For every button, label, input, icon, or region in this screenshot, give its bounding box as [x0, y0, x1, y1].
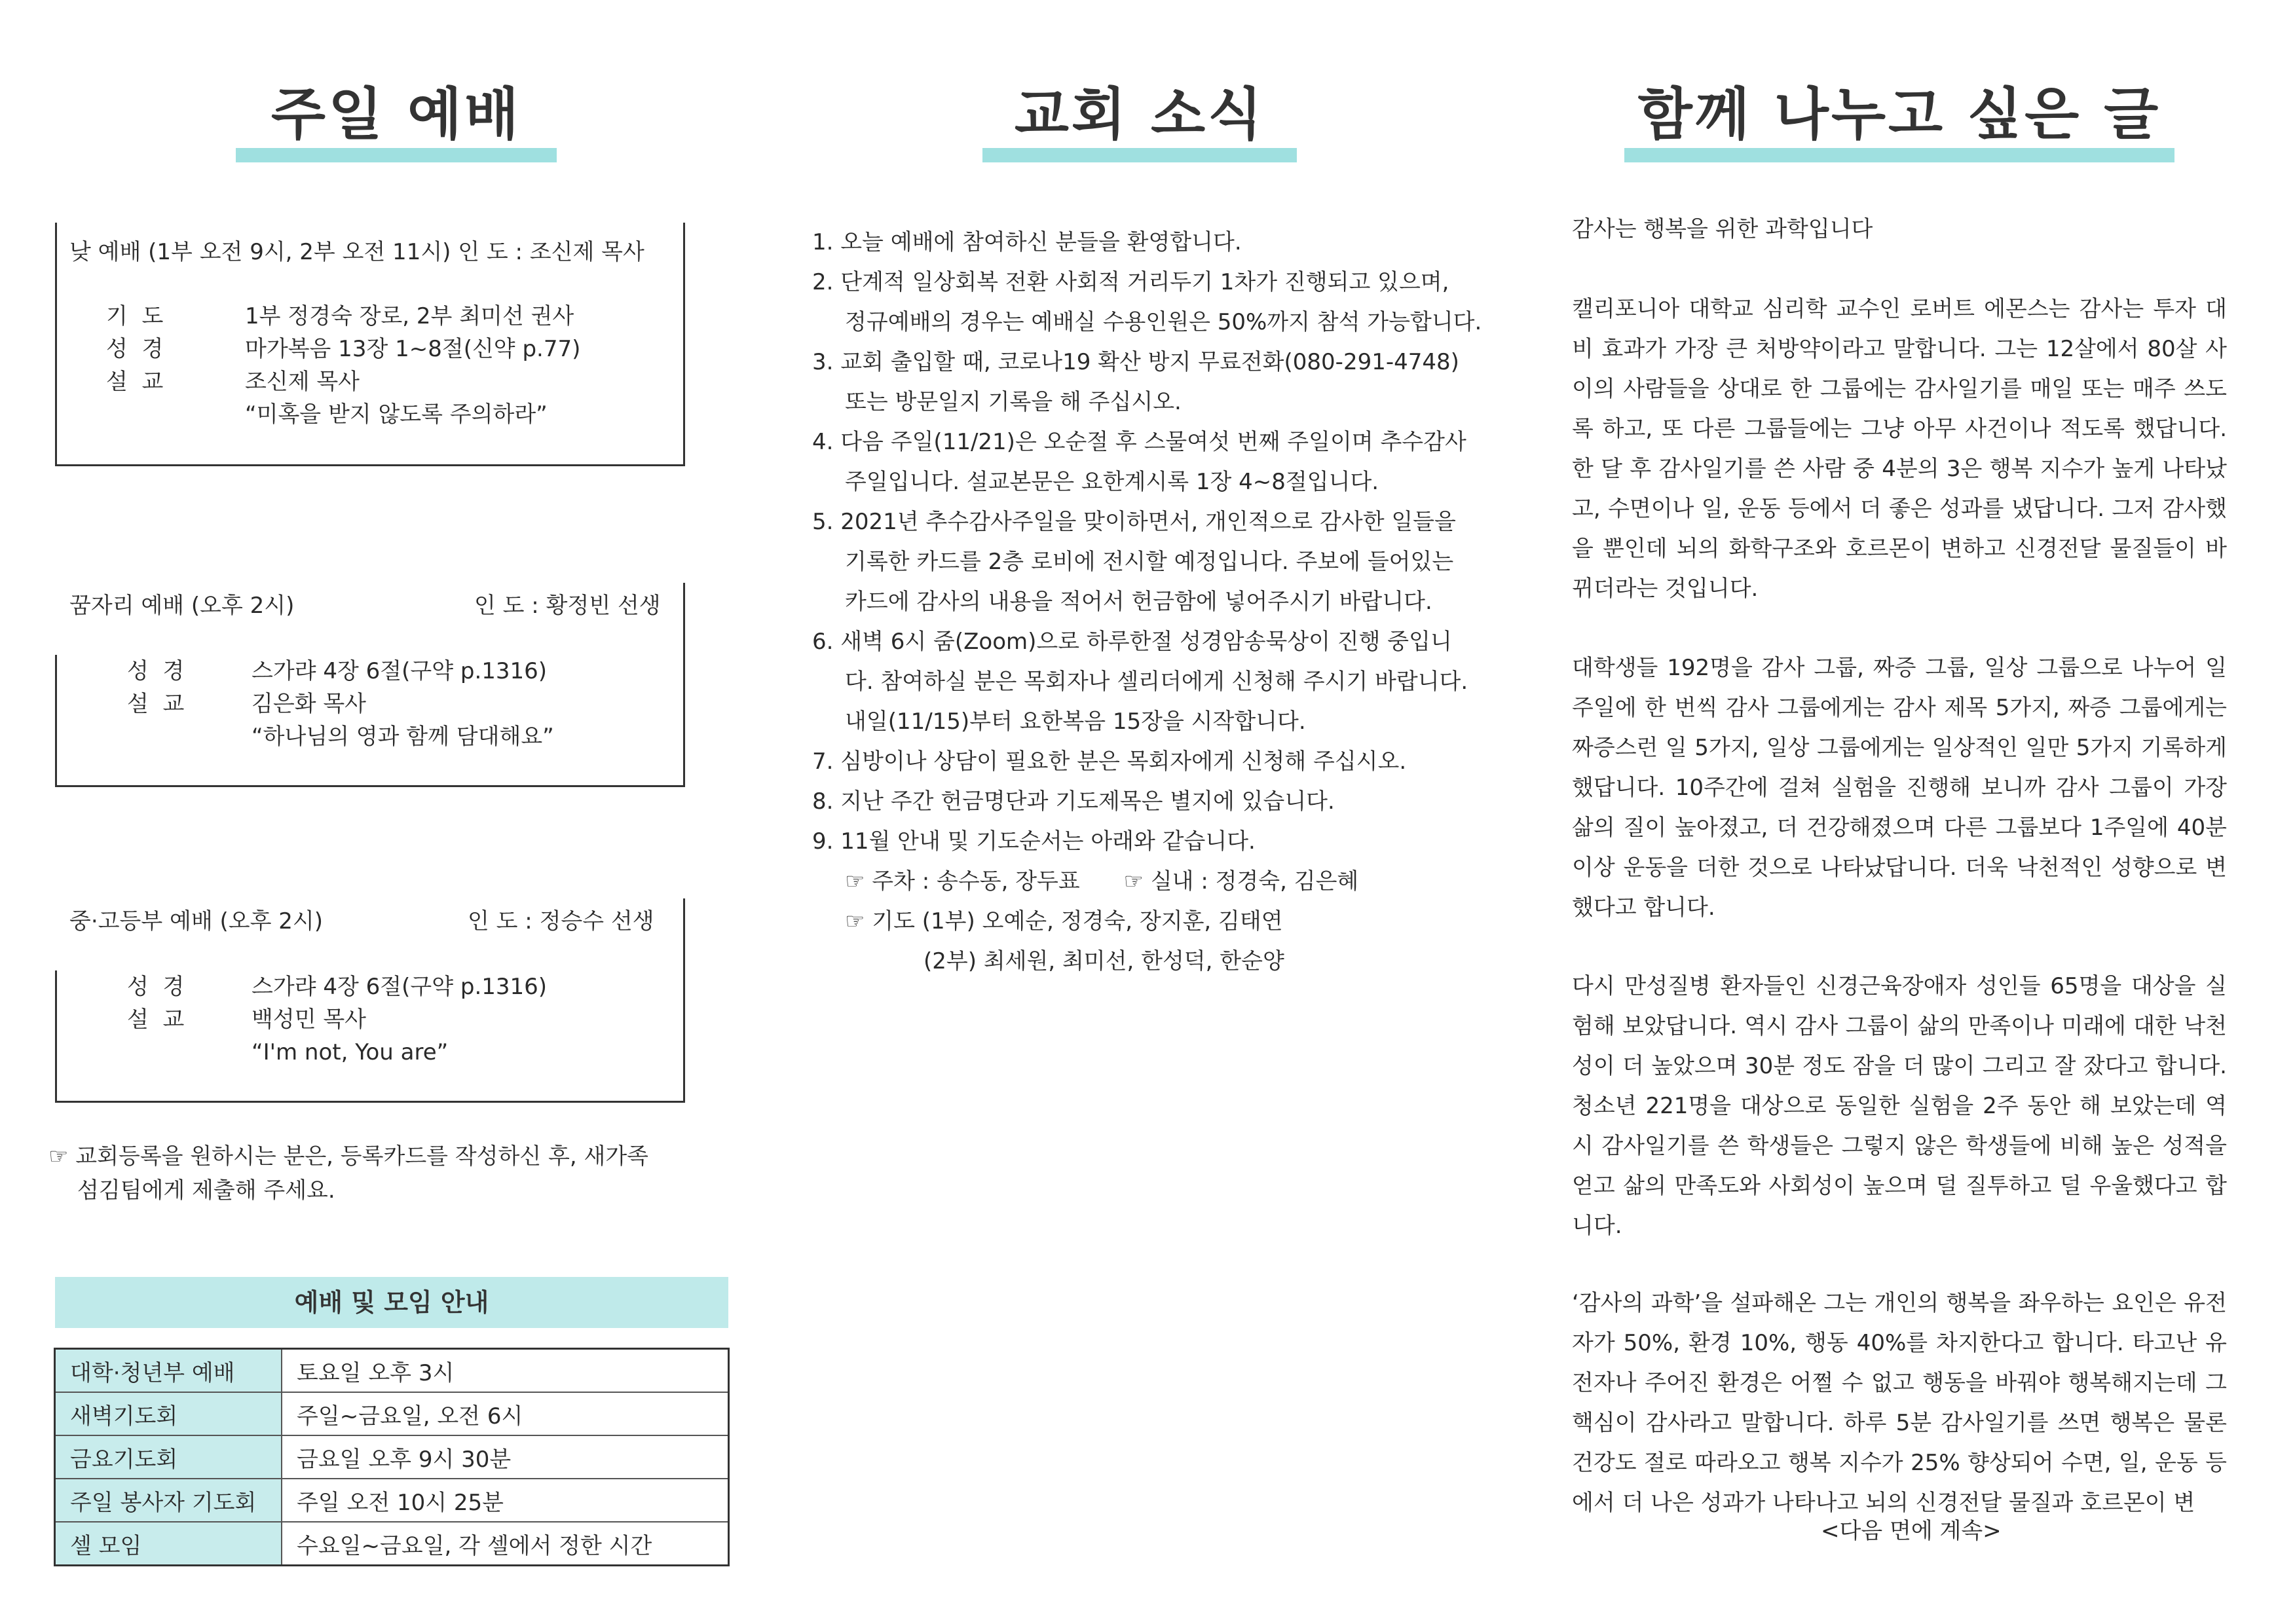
scripture-value: 스가랴 4장 6절(구약 p.1316) — [252, 658, 548, 684]
list-item: 7. 심방이나 상담이 필요한 분은 목회자에게 신청해 주십시오. — [812, 748, 1407, 775]
continued-note: <다음 면에 계속> — [1821, 1518, 2002, 1544]
list-item: 4. 다음 주일(11/21)은 오순절 후 스물여섯 번째 주일이며 추수감사 — [812, 429, 1466, 455]
youth-worship-title: 중·고등부 예배 (오후 2시) — [69, 908, 323, 934]
heading-underline — [236, 148, 557, 162]
list-item: 9. 11월 안내 및 기도순서는 아래와 같습니다. — [812, 828, 1256, 855]
scripture-label: 성 경 — [127, 974, 185, 1000]
prayer-label: 기 도 — [106, 303, 164, 329]
list-item: 1. 오늘 예배에 참여하신 분들을 환영합니다. — [812, 229, 1242, 255]
sermon-value: 조신제 목사 — [245, 369, 360, 395]
list-item: 정규예배의 경우는 예배실 수용인원은 50%까지 참석 가능합니다. — [845, 309, 1482, 335]
list-item: 5. 2021년 추수감사주일을 맞이하면서, 개인적으로 감사한 일들을 — [812, 509, 1456, 535]
table-row: 대학·청년부 예배 토요일 오후 3시 — [55, 1349, 729, 1393]
list-item: 주일입니다. 설교본문은 요한계시록 1장 4~8절입니다. — [845, 469, 1379, 495]
table-row: 셀 모임 수요일~금요일, 각 셀에서 정한 시간 — [55, 1522, 729, 1566]
scripture-value: 마가복음 13장 1~8절(신약 p.77) — [245, 336, 581, 362]
kids-worship-leader: 인 도 : 황정빈 선생 — [474, 593, 661, 619]
sermon-label: 설 교 — [106, 369, 164, 395]
sermon-value: 김은화 목사 — [252, 691, 367, 717]
scripture-label: 성 경 — [106, 336, 164, 362]
sermon-title: “미혹을 받지 않도록 주의하라” — [245, 401, 548, 428]
sharing-heading: 함께 나누고 싶은 글 — [1624, 79, 2174, 151]
sermon-title: “I'm not, You are” — [252, 1039, 449, 1065]
list-item: 3. 교회 출입할 때, 코로나19 확산 방지 무료전화(080-291-4748) — [812, 349, 1459, 375]
schedule-table — [54, 1348, 730, 1566]
table-row: 새벽기도회 주일~금요일, 오전 6시 — [55, 1392, 729, 1435]
day-worship-box — [55, 223, 685, 466]
church-news-heading: 교회 소식 — [982, 79, 1297, 151]
sermon-value: 백성민 목사 — [252, 1006, 367, 1033]
table-row: 주일 봉사자 기도회 주일 오전 10시 25분 — [55, 1479, 729, 1522]
article-title: 감사는 행복을 위한 과학입니다 — [1572, 216, 1873, 242]
schedule-title: 예배 및 모임 안내 — [55, 1277, 728, 1328]
duty-parking-indoor: ☞ 주차 : 송수동, 장두표 ☞ 실내 : 정경숙, 김은혜 — [845, 868, 1359, 895]
prayer-value: 1부 정경숙 장로, 2부 최미선 권사 — [245, 303, 574, 329]
list-item: 내일(11/15)부터 요한복음 15장을 시작합니다. — [845, 709, 1306, 735]
kids-worship-box — [55, 583, 685, 787]
article-paragraph: ‘감사의 과학’을 설파해온 그는 개인의 행복을 좌우하는 요인은 유전자가 50%, 환경 10%, 행동 40%를 차지한다고 합니다. 타고난 유전자나 주어진 환경은 어쩔 수 없고 행동을 바꿔야 행복해지는데 그 핵심이 감사라고 말합니다. 하루 5분 감사일기를 쓰면 행복은 물론 건강도 절로 따라오고 행복 지수가 25% 향상되어 수면, 일, 운동 등에서 더 나은 성과가 나타나고 뇌의 신경전달 물질과 호르몬이 변 — [1572, 1290, 2227, 1516]
list-item: 기록한 카드를 2층 로비에 전시할 예정입니다. 주보에 들어있는 — [845, 549, 1454, 575]
list-item: 2. 단계적 일상회복 전환 사회적 거리두기 1차가 진행되고 있으며, — [812, 269, 1449, 295]
article-paragraph: 다시 만성질병 환자들인 신경근육장애자 성인들 65명을 대상을 실험해 보았답니다. 역시 감사 그룹이 삶의 만족이나 미래에 대한 낙천성이 더 높았으며 30분 정도 잠을 더 많이 그리고 잘 잤다고 합니다. 청소년 221명을 대상으로 동일한 실험을 2주 동안 해 보았는데 역시 감사일기를 쓴 학생들은 그렇지 않은 학생들에 비해 높은 성적을 얻고 삶의 만족도와 사회성이 높으며 덜 질투하고 덜 우울했다고 합니다. — [1572, 973, 2227, 1239]
list-item: 또는 방문일지 기록을 해 주십시오. — [845, 389, 1182, 415]
duty-prayer-2: (2부) 최세원, 최미선, 한성덕, 한순양 — [924, 948, 1284, 974]
register-notice: ☞ 교회등록을 원하시는 분은, 등록카드를 작성하신 후, 새가족 섬김팀에게 제출해 주세요. — [48, 1143, 649, 1204]
duty-prayer-1: ☞ 기도 (1부) 오예순, 정경숙, 장지훈, 김태연 — [845, 908, 1283, 934]
sermon-label: 설 교 — [127, 1006, 185, 1033]
list-item: 카드에 감사의 내용을 적어서 헌금함에 넣어주시기 바랍니다. — [845, 589, 1432, 615]
heading-underline — [1624, 148, 2174, 162]
list-item: 6. 새벽 6시 줌(Zoom)으로 하루한절 성경암송묵상이 진행 중입니 — [812, 629, 1452, 655]
news-list — [812, 223, 1482, 982]
scripture-value: 스가랴 4장 6절(구약 p.1316) — [252, 974, 548, 1000]
heading-underline — [982, 148, 1297, 162]
day-worship-title: 낮 예배 (1부 오전 9시, 2부 오전 11시) 인 도 : 조신제 목사 — [69, 239, 644, 265]
table-row: 금요기도회 금요일 오후 9시 30분 — [55, 1435, 729, 1479]
sunday-worship-heading: 주일 예배 — [236, 79, 557, 151]
list-item: 다. 참여하실 분은 목회자나 셀리더에게 신청해 주시기 바랍니다. — [845, 669, 1468, 695]
kids-worship-title: 꿈자리 예배 (오후 2시) — [69, 593, 295, 619]
youth-worship-box — [55, 898, 685, 1103]
article-paragraph: 대학생들 192명을 감사 그룹, 짜증 그룹, 일상 그룹으로 나누어 일주일에 한 번씩 감사 그룹에게는 감사 제목 5가지, 짜증 그룹에게는 짜증스런 일 5가지, 일상 그룹에게는 일상적인 일만 5가지 기록하게 했답니다. 10주간에 걸쳐 실험을 진행해 보니까 감사 그룹이 가장 삶의 질이 높아졌고, 더 건강해졌으며 다른 그룹보다 1주일에 40분 이상 운동을 더한 것으로 나타났답니다. 더욱 낙천적인 성향으로 변했다고 합니다. — [1572, 655, 2227, 921]
list-item: 8. 지난 주간 헌금명단과 기도제목은 별지에 있습니다. — [812, 788, 1335, 815]
sermon-label: 설 교 — [127, 691, 185, 717]
scripture-label: 성 경 — [127, 658, 185, 684]
article-paragraph: 캘리포니아 대학교 심리학 교수인 로버트 에몬스는 감사는 투자 대비 효과가 가장 큰 처방약이라고 말합니다. 그는 12살에서 80살 사이의 사람들을 상대로 한 그룹에는 감사일기를 매일 또는 매주 쓰도록 하고, 또 다른 그룹들에는 그냥 아무 사건이나 적도록 했답니다. 한 달 후 감사일기를 쓴 사람 중 4분의 3은 행복 지수가 높게 나타났고, 수면이나 일, 운동 등에서 더 좋은 성과를 냈답니다. 그저 감사했을 뿐인데 뇌의 화학구조와 호르몬이 변하고 신경전달 물질들이 바뀌더라는 것입니다. — [1572, 296, 2227, 602]
sermon-title: “하나님의 영과 함께 담대해요” — [252, 724, 554, 750]
youth-worship-leader: 인 도 : 정승수 선생 — [468, 908, 654, 934]
